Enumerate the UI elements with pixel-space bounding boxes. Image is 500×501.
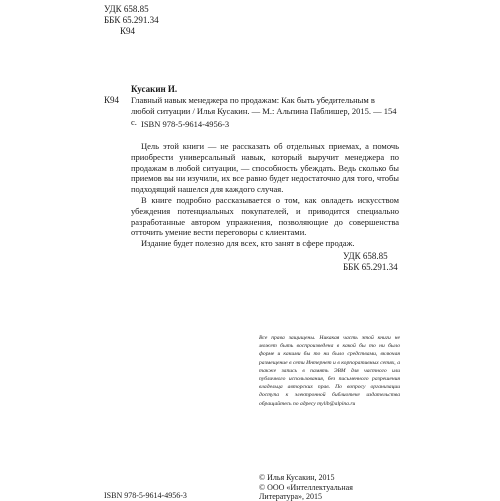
- bbk-bottom: ББК 65.291.34: [343, 262, 398, 272]
- annotation-paragraph-2: В книге подробно рассказывается о том, как овладеть искусством убеждения потенциальных покупателей, и приводится специально разработанные автором упражнения, позволяющие до совершенства отточить умение вести переговоры с клиентами.: [131, 194, 399, 238]
- author-code: К94: [104, 95, 120, 105]
- isbn-main: ISBN 978-5-9614-4956-3: [141, 119, 230, 129]
- bibliographic-description: Главный навык менеджера по продажам: Как быть убедительным в любой ситуации / Илья Кусакин. — М.: Альпина Паблишер, 2015. — 154 с.: [131, 95, 397, 127]
- udk-bottom: УДК 658.85: [343, 251, 388, 261]
- rights-notice: Все права защищены. Никакая часть этой книги не может быть воспроизведена в какой бы то ни было форме и какими бы то ни было средствами, включая размещение в сети Интернет и в корпоративных сетях, а также запись в память ЭВМ для частного или публичного использования, без письменного разрешения владельца авторских прав. По вопросу организации доступа к электронной библиотеке издательства обращайтесь по адресу mylib@alpina.ru: [259, 335, 400, 407]
- author-heading: Кусакин И.: [131, 84, 178, 94]
- isbn-bottom: ISBN 978-5-9614-4956-3: [104, 491, 187, 500]
- copyright-publisher: © ООО «Интеллектуальная Литература», 2015: [259, 483, 353, 501]
- annotation-paragraph-1: Цель этой книги — не рассказать об отдельных приемах, а помочь приобрести универсальный навык, который выручит менеджера по продажам в любой ситуации, — способность убеждать. Ведь сколько бы приемов вы ни изучили, их все равно будет недостаточно для того, чтобы подходящий нашелся для каждого случая.: [131, 141, 399, 195]
- udk-top: УДК 658.85: [104, 4, 149, 14]
- annotation-paragraph-3: Издание будет полезно для всех, кто занят в сфере продаж.: [141, 238, 355, 249]
- bbk-top: ББК 65.291.34: [104, 15, 159, 25]
- author-code-top: К94: [120, 26, 136, 36]
- annotation: [131, 141, 399, 249]
- copyright-author: © Илья Кусакин, 2015: [259, 473, 335, 482]
